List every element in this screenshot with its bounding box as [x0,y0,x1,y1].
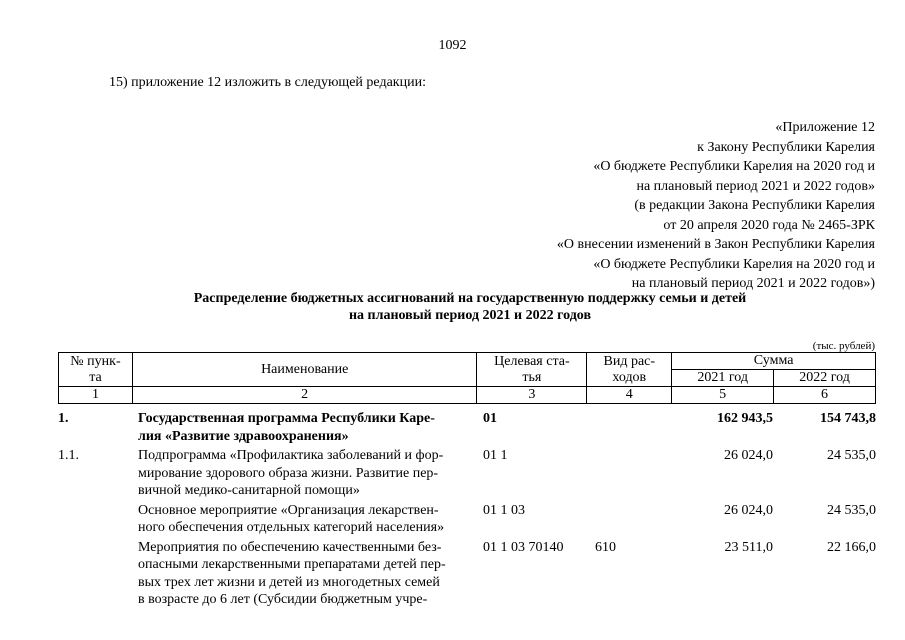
row-code: 01 1 03 70140 [483,539,564,555]
table-row [58,539,876,609]
appendix-line: на плановый период 2021 и 2022 годов») [631,276,875,291]
header-name: Наименование [132,353,477,387]
intro-text: 15) приложение 12 изложить в следующей редакции: [109,75,426,90]
col-index: 5 [672,387,774,404]
unit-label: (тыс. рублей) [812,340,875,352]
row-code: 01 1 03 [483,502,525,518]
header-target: Целевая ста- тья [477,353,587,387]
row-number: 1.1. [58,448,79,463]
row-kind: 610 [595,539,616,555]
appendix-line: «О бюджете Республики Карелия на 2020 год и [593,256,875,272]
title-line: на плановый период 2021 и 2022 годов [348,308,592,323]
row-kind [591,447,671,500]
table-row [58,447,876,500]
appendix-line: «О внесении изменений в Закон Республики Карелия [556,237,875,252]
row-2021: 26 024,0 [724,502,773,518]
appendix-line: от 20 апреля 2020 года № 2465-ЗРК [663,217,875,233]
table-row [58,502,876,537]
row-number: 1. [58,411,69,426]
row-code: 01 [483,411,497,426]
title-line: Распределение бюджетных ассигнований на государственную поддержку семьи и детей [193,291,747,306]
row-2022: 24 535,0 [827,502,876,518]
appendix-line: «Приложение 12 [775,120,875,135]
appendix-line: на плановый период 2021 и 2022 годов» [636,178,875,194]
row-number [58,502,138,537]
row-2022: 154 743,8 [820,411,876,426]
appendix-line: «О бюджете Республики Карелия на 2020 год и [593,159,875,174]
row-name: Подпрограмма «Профилактика заболеваний и фор- мирование здорового образа жизни. Развитие пер- вичной медико-санитарной помощи» [138,448,444,498]
appendix-header [557,118,875,294]
row-2022: 22 166,0 [827,539,876,555]
col-index: 2 [132,387,477,404]
row-number [58,539,138,609]
col-index: 6 [774,387,876,404]
row-kind [591,502,671,537]
row-name: Мероприятия по обеспечению качественными без- опасными лекарственными препаратами детей пер- вых трех лет жизни и детей из многодетных семей в возрасте до 6 лет (Субсидии бюджетным учре- [138,539,446,607]
row-name: Основное мероприятие «Организация лекарствен- ного обеспечения отдельных категорий населения» [138,502,445,535]
appendix-line: к Закону Республики Карелия [697,139,875,155]
appendix-line: (в редакции Закона Республики Карелия [634,198,875,213]
col-index: 3 [477,387,587,404]
page-number: 1092 [438,38,467,53]
document-title [0,290,905,324]
header-number: № пунк- та [59,353,133,387]
header-2021: 2021 год [672,370,774,387]
budget-table-header [58,352,876,404]
table-row [58,410,876,445]
row-kind [591,410,671,445]
col-index: 4 [587,387,672,404]
row-2021: 162 943,5 [717,411,773,426]
row-code: 01 1 [483,448,508,463]
header-2022: 2022 год [774,370,876,387]
header-expense-type: Вид рас- ходов [587,353,672,387]
row-name: Государственная программа Республики Каре- лия «Развитие здравоохранения» [138,411,435,444]
col-index: 1 [59,387,133,404]
row-2021: 26 024,0 [724,448,773,463]
row-2021: 23 511,0 [724,539,773,555]
header-sum: Сумма [672,353,876,370]
row-2022: 24 535,0 [827,448,876,463]
table-body [58,410,876,611]
